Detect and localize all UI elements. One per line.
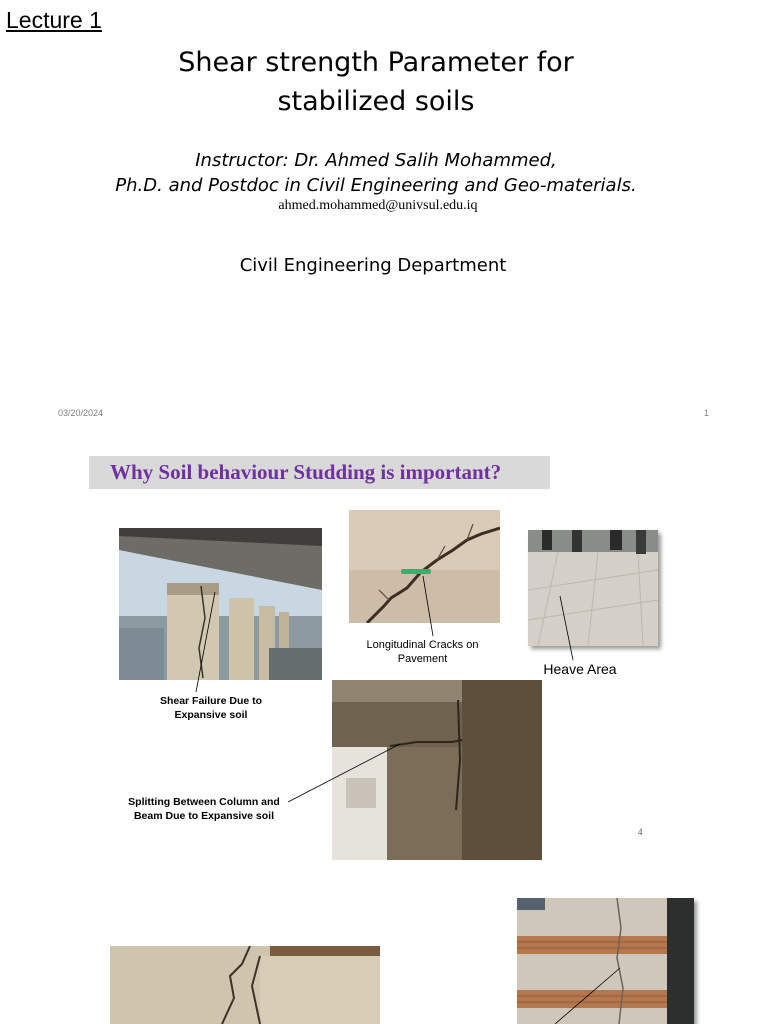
instructor-email: ahmed.mohammed@univsul.edu.iq	[278, 198, 478, 213]
split-caption	[118, 795, 290, 823]
shear-caption-line-2: Expansive soil	[174, 709, 248, 721]
lecture-label: Lecture 1	[6, 7, 102, 33]
slide2-number: 4	[638, 827, 643, 837]
split-caption-line-1: Splitting Between Column and	[128, 796, 280, 808]
department-name: Civil Engineering Department	[239, 255, 507, 276]
instructor-line-1: Instructor: Dr. Ahmed Salih Mohammed,	[195, 150, 557, 171]
slide2-heading: Why Soil behaviour Studding is important?	[110, 460, 502, 484]
cracks-caption-line-2: Pavement	[397, 653, 448, 665]
split-caption-line-2: Beam Due to Expansive soil	[133, 810, 275, 822]
title-line-2: stabilized soils	[277, 86, 475, 117]
heave-area-caption: Heave Area	[543, 661, 617, 677]
wall-crack-photo	[110, 946, 380, 1024]
instructor-line-2: Ph.D. and Postdoc in Civil Engineering and Geo-materials.	[115, 175, 637, 196]
brick-wall-photo	[517, 898, 694, 1024]
shear-failure-caption	[140, 694, 282, 722]
slide-date: 03/20/2024	[58, 408, 104, 418]
column-beam-photo	[332, 680, 542, 860]
shear-failure-photo	[119, 528, 322, 680]
pavement-crack-photo	[349, 510, 500, 623]
title-line-1: Shear strength Parameter for	[178, 47, 574, 78]
shear-caption-line-1: Shear Failure Due to	[159, 695, 263, 707]
slide-title	[0, 43, 752, 121]
pavement-crack-caption	[350, 638, 495, 666]
instructor-block	[0, 148, 752, 198]
cracks-caption-line-1: Longitudinal Cracks on	[366, 639, 479, 651]
heave-floor-photo	[528, 530, 658, 646]
slide-page-number: 1	[704, 408, 710, 418]
